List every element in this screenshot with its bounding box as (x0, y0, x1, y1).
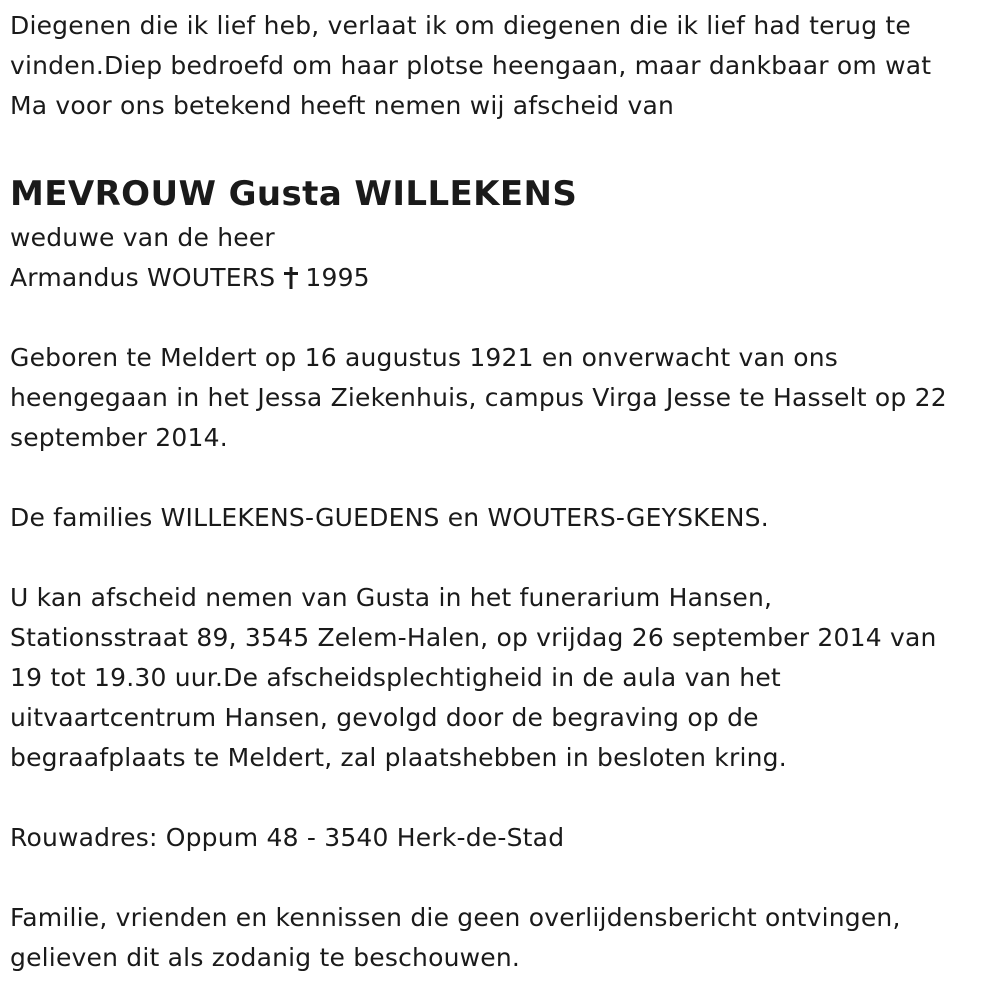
spouse-death-year: 1995 (305, 263, 370, 292)
farewell-line: Stationsstraat 89, 3545 Zelem-Halen, op vrijdag 26 september 2014 van (10, 623, 937, 652)
mourning-address: Rouwadres: Oppum 48 - 3540 Herk-de-Stad (10, 823, 565, 852)
intro-line: Ma voor ons betekend heeft nemen wij afscheid van (10, 91, 675, 120)
name-title: MEVROUW (10, 174, 217, 214)
closing-paragraph (10, 898, 990, 978)
farewell-paragraph (10, 578, 990, 778)
birth-line: heengegaan in het Jessa Ziekenhuis, campus Virga Jesse te Hasselt op 22 (10, 383, 947, 412)
farewell-line: 19 tot 19.30 uur.De afscheidsplechtigheid in de aula van het (10, 663, 781, 692)
name-given: Gusta (228, 174, 343, 214)
intro-line: Diegenen die ik lief heb, verlaat ik om diegenen die ik lief had terug te (10, 11, 912, 40)
closing-line: gelieven dit als zodanig te beschouwen. (10, 943, 521, 972)
farewell-line: begraafplaats te Meldert, zal plaatshebben in besloten kring. (10, 743, 787, 772)
farewell-line: uitvaartcentrum Hansen, gevolgd door de begraving op de (10, 703, 759, 732)
spouse-line (10, 258, 370, 298)
birth-line: september 2014. (10, 423, 228, 452)
spouse-name: Armandus WOUTERS (10, 263, 276, 292)
latin-cross-icon (283, 267, 299, 289)
deceased-name (10, 170, 990, 218)
name-family: WILLEKENS (354, 174, 578, 214)
intro-paragraph (10, 6, 990, 126)
spouse-relation: weduwe van de heer (10, 223, 275, 252)
farewell-line: U kan afscheid nemen van Gusta in het funerarium Hansen, (10, 583, 773, 612)
intro-line: vinden.Diep bedroefd om haar plotse heengaan, maar dankbaar om wat (10, 51, 932, 80)
birth-death-paragraph (10, 338, 990, 458)
birth-line: Geboren te Meldert op 16 augustus 1921 en onverwacht van ons (10, 343, 839, 372)
death-notice (10, 6, 990, 978)
closing-line: Familie, vrienden en kennissen die geen overlijdensbericht ontvingen, (10, 903, 901, 932)
families-line: De families WILLEKENS-GUEDENS en WOUTERS-GEYSKENS. (10, 503, 769, 532)
